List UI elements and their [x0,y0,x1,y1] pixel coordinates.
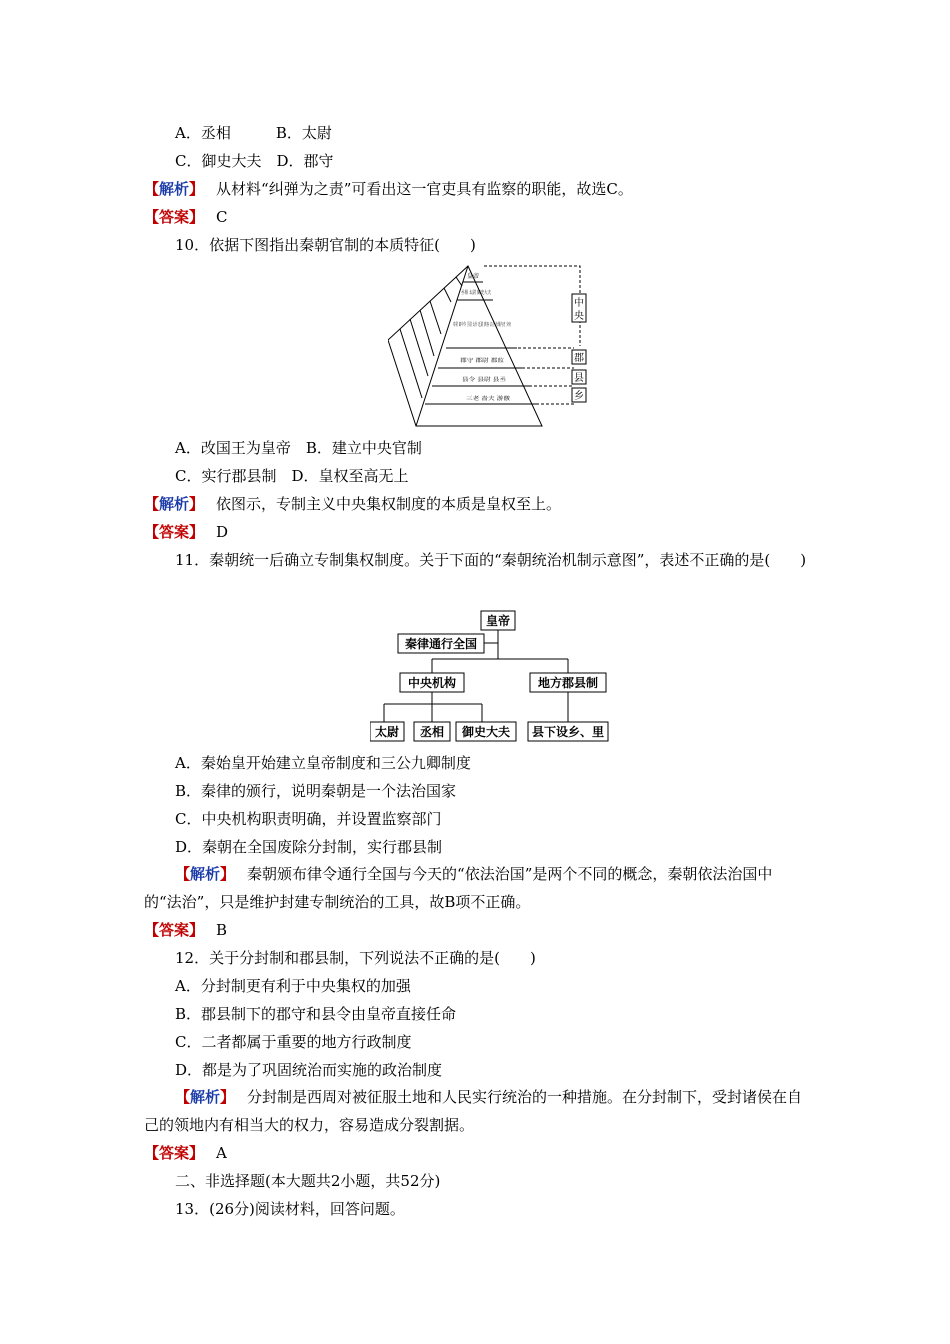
q11-option-d: D．秦朝在全国废除分封制，实行郡县制 [175,838,443,856]
q11-analysis: 【解析】 秦朝颁布律令通行全国与今天的“依法治国”是两个不同的概念，秦朝依法治国中的“法治”，只是维护封建专制统治的工具，故B项不正确。 [144,865,773,911]
node-yushi-dafu: 御史大夫 [461,725,511,739]
q10-analysis: 【解析】 依图示，专制主义中央集权制度的本质是皇权至上。 [144,495,562,513]
pyramid-level-commandery: 郡守 郡尉 郡监 [460,358,494,364]
node-central-organs: 中央机构 [407,676,457,690]
q11-answer: 【答案】 B [144,921,228,939]
q12-option-d: D．都是为了巩固统治而实施的政治制度 [175,1061,443,1079]
q12-answer: 【答案】 A [144,1144,227,1162]
q10-options-ab: A．改国王为皇帝 B．建立中央官制 [175,439,422,457]
label-county: 县 [574,373,584,384]
label-township: 乡 [574,391,584,402]
pyramid-level-county: 县令 县尉 县丞 [462,377,496,383]
q9-answer: 【答案】 C [144,208,228,226]
analysis-tag: 【解析】 [175,865,236,883]
node-taiwei: 太尉 [374,725,400,739]
q9-options-ab: A．丞相 B．太尉 [175,124,332,142]
q11-stem: 11．秦朝统一后确立专制集权制度。关于下面的“秦朝统治机制示意图”，表述不正确的是( ) [175,551,807,569]
label-central-1: 中 [574,298,584,309]
section-heading-non-choice: 二、非选择题(本大题共2小题，共52分) [175,1172,441,1190]
pyramid-level-township: 三老 啬夫 游徼 [466,396,500,402]
q12-option-b: B．郡县制下的郡守和县令由皇帝直接任命 [175,1005,457,1023]
node-emperor: 皇帝 [485,614,511,628]
label-commandery: 郡 [574,353,584,364]
analysis-tag: 【解析】 [144,180,205,198]
q13-stem: 13．(26分)阅读材料，回答问题。 [175,1200,405,1218]
q10-stem: 10．依据下图指出秦朝官制的本质特征( ) [175,236,476,254]
answer-tag: 【答案】 [144,208,205,226]
q12-stem: 12．关于分封制和郡县制，下列说法不正确的是( ) [175,949,536,967]
q9-options-cd: C．御史大夫 D．郡守 [175,152,334,170]
q12-analysis: 【解析】 分封制是西周对被征服土地和人民实行统治的一种措施。在分封制下，受封诸侯在自己的领地内有相当大的权力，容易造成分裂割据。 [144,1088,803,1134]
answer-tag: 【答案】 [144,921,205,939]
q11-option-a: A．秦始皇开始建立皇帝制度和三公九卿制度 [175,754,471,772]
pyramid-level-emperor: 皇帝 [466,273,480,280]
qin-governance-diagram [370,606,614,742]
analysis-tag: 【解析】 [175,1088,236,1106]
node-chengxiang: 丞相 [419,725,445,739]
pyramid-level-three-ministers: 丞相 太尉 御史大夫 [461,290,505,296]
q10-answer: 【答案】 D [144,523,229,541]
pyramid-level-nine-ministers: 奉常 郎中令 卫尉 太仆 廷尉 典客 宗正 治粟内史 少府 [453,322,571,328]
answer-tag: 【答案】 [144,523,205,541]
q9-analysis: 【解析】 从材料“纠弹为之责”可看出这一官吏具有监察的职能，故选C。 [144,180,633,198]
qin-official-pyramid-figure [388,264,594,434]
label-central-2: 央 [574,311,584,322]
node-local-commandery: 地方郡县制 [537,676,599,690]
q11-option-b: B．秦律的颁行，说明秦朝是一个法治国家 [175,782,457,800]
node-qin-law: 秦律通行全国 [404,637,478,651]
q11-option-c: C．中央机构职责明确，并设置监察部门 [175,810,442,828]
q10-options-cd: C．实行郡县制 D．皇权至高无上 [175,467,409,485]
q12-option-c: C．二者都属于重要的地方行政制度 [175,1033,412,1051]
analysis-tag: 【解析】 [144,495,205,513]
node-county-township: 县下设乡、里 [531,725,605,739]
q12-option-a: A．分封制更有利于中央集权的加强 [175,977,411,995]
answer-tag: 【答案】 [144,1144,205,1162]
